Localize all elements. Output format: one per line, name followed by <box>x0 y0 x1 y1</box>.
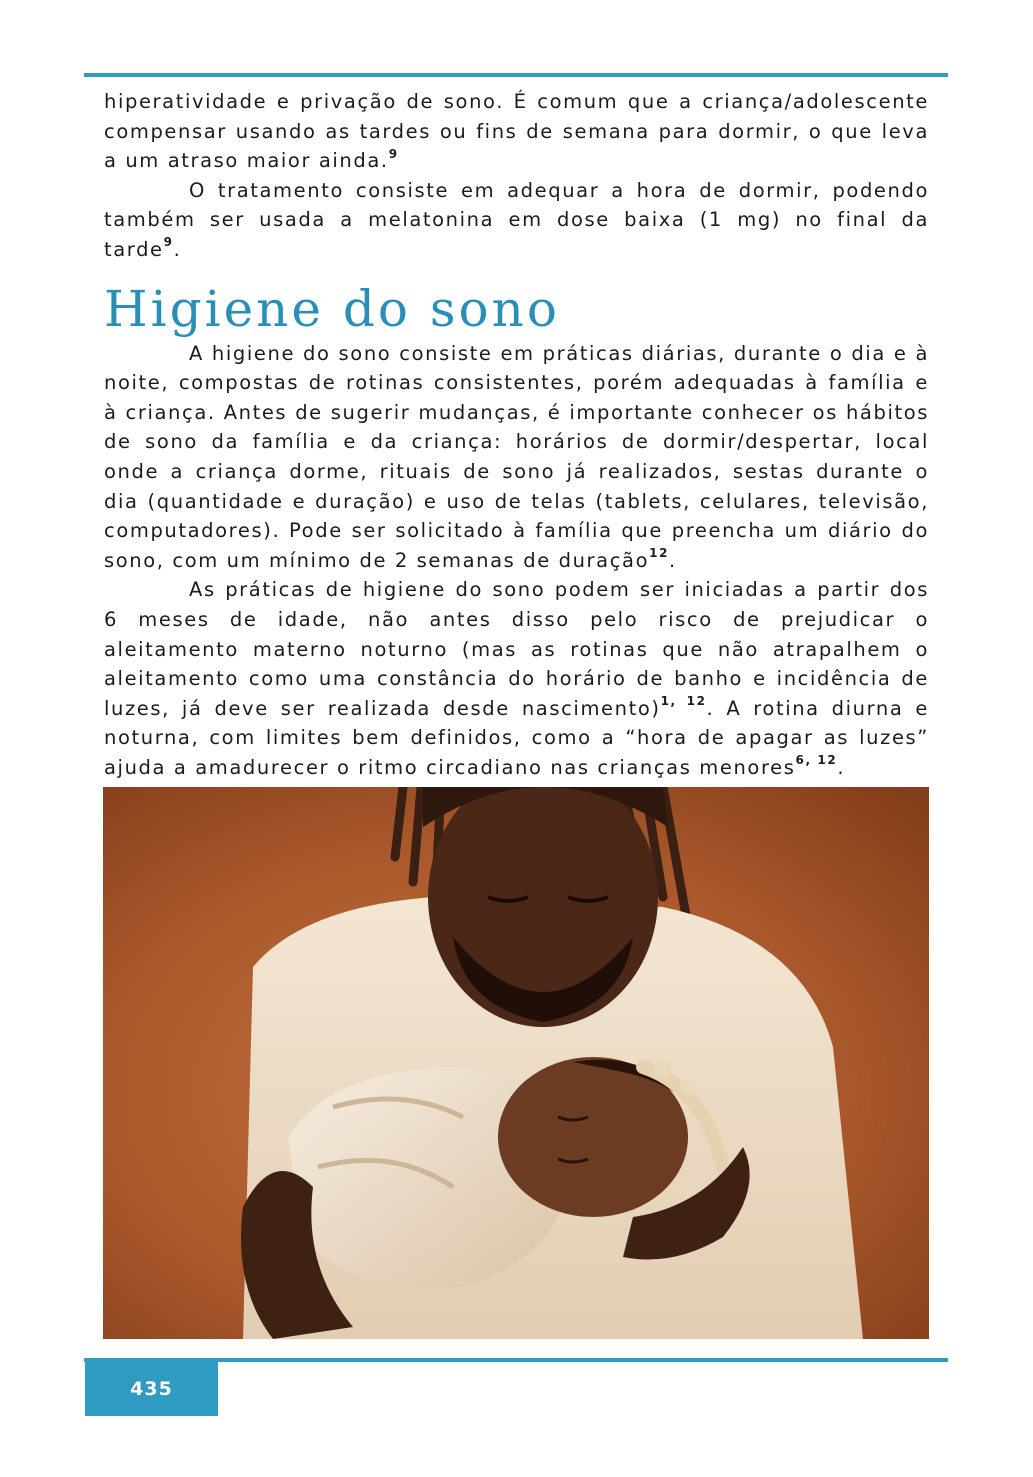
paragraph-continuation <box>104 87 929 176</box>
reference-superscript: 9 <box>163 235 174 250</box>
page-content <box>104 87 929 782</box>
paragraph-text: As práticas de higiene do sono podem ser iniciadas a partir dos 6 meses de idade, não antes disso pelo risco de prejudicar o aleitamento materno noturno (mas as rotinas que não atrapalhem o aleitamento como uma constância do horário de banho e incidência de luzes, já deve ser realizada desde nascimento) <box>104 578 929 720</box>
photo-illustration <box>103 787 929 1339</box>
paragraph-tail: . <box>837 755 846 779</box>
paragraph-sleep-hygiene-practices <box>104 575 929 782</box>
reference-superscript: 6, 12 <box>795 753 838 768</box>
reference-superscript: 1, 12 <box>660 694 707 709</box>
paragraph-tail: . <box>173 237 182 261</box>
paragraph-text: . A rotina diurna e noturna, com limites bem definidos, como a “hora de apagar as luzes” ajuda a amadurecer o ritmo circadiano nas crianças menores <box>104 696 929 779</box>
paragraph-text: O tratamento consiste em adequar a hora de dormir, podendo também ser usada a melatonina em dose baixa (1 mg) no final da tarde <box>104 178 929 261</box>
paragraph-treatment <box>104 176 929 265</box>
paragraph-sleep-hygiene-definition <box>104 339 929 576</box>
paragraph-tail: . <box>669 548 677 572</box>
section-title: Higiene do sono <box>104 279 560 338</box>
paragraph-text: A higiene do sono consiste em práticas diárias, durante o dia e à noite, compostas de rotinas consistentes, porém adequadas à família e à criança. Antes de sugerir mudanças, é importante conhecer os hábitos de sono da família e da criança: horários de dormir/despertar, local onde a criança dorme, rituais de sono já realizados, sestas durante o dia (quantidade e duração) e uso de telas (tablets, celulares, televisão, computadores). Pode ser solicitado à família que preencha um diário do sono, com um mínimo de 2 semanas de duração <box>104 341 929 572</box>
reference-superscript: 9 <box>388 146 399 161</box>
paragraph-text: hiperatividade e privação de sono. É comum que a criança/adolescente compensar usando as tardes ou fins de semana para dormir, o que leva a um atraso maior ainda. <box>104 90 929 173</box>
father-holding-newborn-photo <box>103 787 929 1339</box>
top-rule <box>84 73 948 77</box>
page-number: 435 <box>85 1362 218 1416</box>
reference-superscript: 12 <box>649 546 670 561</box>
